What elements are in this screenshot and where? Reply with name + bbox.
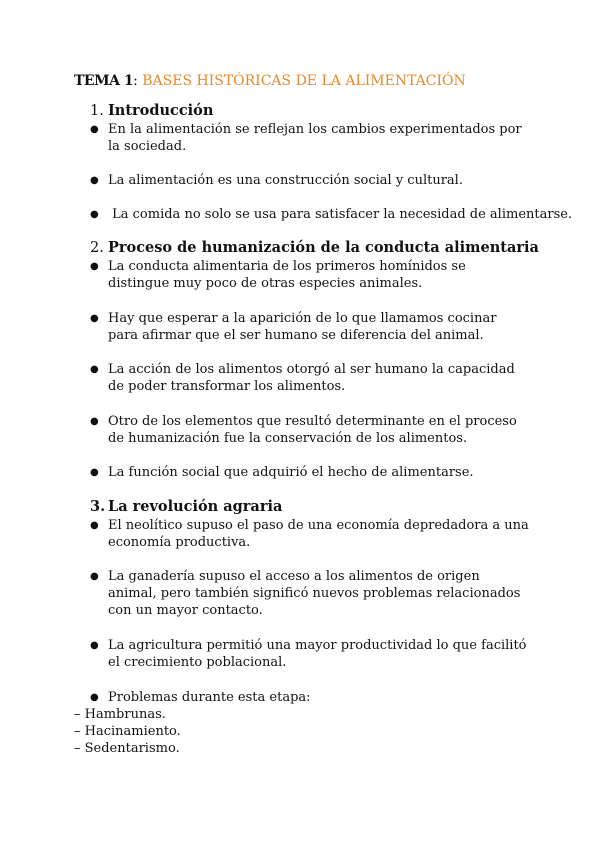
list-item (90, 310, 530, 344)
list-item-text: La alimentación es una construcción social y cultural. (108, 173, 463, 188)
list-item-text: La conducta alimentaria de los primeros homínidos se distingue muy poco de otras especies animales. (108, 259, 466, 291)
list-item (90, 172, 530, 189)
title-text: BASES HISTÓRICAS DE LA ALIMENTACIÓN (142, 73, 466, 89)
title-prefix: TEMA 1 (74, 73, 134, 89)
list-item-text: La acción de los alimentos otorgó al ser humano la capacidad de poder transformar los alimentos. (108, 362, 515, 394)
section-heading-proceso (90, 239, 539, 257)
section-number: 2. (90, 240, 104, 256)
list-item (90, 413, 530, 447)
list-item (90, 361, 530, 395)
bullet-icon: ● (90, 209, 99, 220)
list-item (90, 517, 530, 551)
list-item (90, 206, 573, 223)
bullet-icon: ● (90, 467, 99, 478)
list-item-text: Otro de los elementos que resultó determinante en el proceso de humanización fue la conservación de los alimentos. (108, 414, 517, 446)
list-item-text: La comida no solo se usa para satisfacer la necesidad de alimentarse. (108, 207, 573, 222)
problem-item-sedentarismo: – Sedentarismo. (74, 741, 180, 756)
list-item-text: Problemas durante esta etapa: (108, 690, 311, 705)
bullet-icon: ● (90, 175, 99, 186)
section-heading-revolucion (90, 498, 282, 516)
bullet-icon: ● (90, 640, 99, 651)
list-item-text: La agricultura permitió una mayor productividad lo que facilitó el crecimiento poblacional. (108, 638, 527, 670)
list-item (90, 689, 530, 706)
list-item-text: La función social que adquirió el hecho de alimentarse. (108, 465, 474, 480)
list-item (90, 568, 530, 619)
list-item (90, 464, 530, 481)
title-separator: : (133, 73, 143, 89)
bullet-icon: ● (90, 692, 99, 703)
list-item (90, 637, 530, 671)
bullet-icon: ● (90, 313, 99, 324)
document-title (74, 72, 466, 90)
bullet-icon: ● (90, 416, 99, 427)
problem-item-hambrunas: – Hambrunas. (74, 707, 166, 722)
bullet-icon: ● (90, 261, 99, 272)
section-number: 3. (90, 498, 106, 515)
list-item-text: El neolítico supuso el paso de una economía depredadora a una economía productiva. (108, 518, 529, 550)
bullet-icon: ● (90, 520, 99, 531)
list-item-text: En la alimentación se reflejan los cambios experimentados por la sociedad. (108, 122, 522, 154)
bullet-icon: ● (90, 364, 99, 375)
list-item (90, 121, 530, 155)
list-item (90, 258, 530, 292)
section-number: 1. (90, 103, 104, 119)
section-title: Proceso de humanización de la conducta alimentaria (108, 239, 539, 256)
bullet-icon: ● (90, 124, 99, 135)
list-item-text: La ganadería supuso el acceso a los alimentos de origen animal, pero también significó nuevos problemas relacionados con un mayor contacto. (108, 569, 521, 618)
section-title: La revolución agraria (108, 498, 283, 515)
section-heading-introduccion (90, 102, 213, 120)
problem-item-hacinamiento: – Hacinamiento. (74, 724, 181, 739)
bullet-icon: ● (90, 571, 99, 582)
section-title: Introducción (108, 102, 214, 119)
list-item-text: Hay que esperar a la aparición de lo que llamamos cocinar para afirmar que el ser humano se diferencia del animal. (108, 311, 497, 343)
